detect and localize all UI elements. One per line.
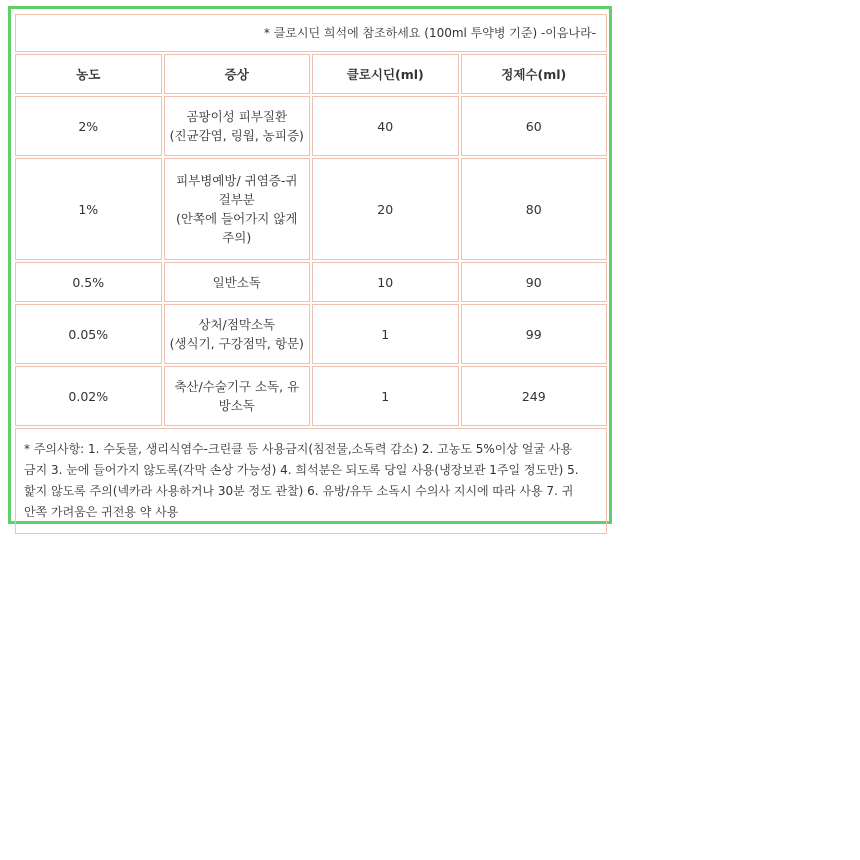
concentration-cell: 1% [15, 158, 162, 260]
purified-water-cell: 99 [461, 304, 608, 364]
table-row [15, 304, 607, 364]
purified-water-cell: 249 [461, 366, 608, 426]
symptom-line: 상처/점막소독 [198, 317, 276, 332]
symptom-line: 일반소독 [212, 274, 261, 290]
chlorhexidine-cell: 1 [312, 366, 459, 426]
header-concentration: 농도 [15, 54, 162, 94]
symptom-line: 축산/수술기구 소독, 유 [174, 379, 300, 394]
concentration-cell: 0.5% [15, 262, 162, 302]
header-row [15, 54, 607, 94]
table-row [15, 158, 607, 260]
purified-water-cell: 90 [461, 262, 608, 302]
symptom-cell [164, 158, 311, 260]
chlorhexidine-cell: 1 [312, 304, 459, 364]
symptom-line: (진균감염, 링웜, 농피증) [169, 128, 304, 143]
symptom-line: 곰팡이성 피부질환 [186, 109, 288, 124]
top-note-row [15, 14, 607, 52]
symptom-line: 방소독 [218, 398, 255, 413]
concentration-cell: 0.02% [15, 366, 162, 426]
dilution-table-frame [8, 6, 612, 524]
symptom-cell [164, 96, 311, 156]
warning-note: * 주의사항: 1. 수돗물, 생리식염수-크린클 등 사용금지(침전물,소독력 감소) 2. 고농도 5%이상 얼굴 사용 금지 3. 눈에 들어가지 않도록(각막 손상 가능성) 4. 희석분은 되도록 당일 사용(냉장보관 1주일 정도만) 5. 핥지 않도록 주의(넥카라 사용하거나 30분 정도 관찰) 6. 유방/유두 소독시 수의사 지시에 따라 사용 7. 귀 안쪽 가려움은 귀전용 약 사용 [15, 428, 607, 534]
dilution-table [13, 12, 609, 536]
top-note: * 클로시딘 희석에 참조하세요 (100ml 투약병 기준) -이음나라- [15, 14, 607, 52]
purified-water-cell: 80 [461, 158, 608, 260]
header-purified-water: 정제수(ml) [461, 54, 608, 94]
table-row [15, 366, 607, 426]
header-symptom: 증상 [164, 54, 311, 94]
symptom-line: 피부병예방/ 귀염증-귀 [176, 173, 298, 188]
symptom-line: 주의) [222, 230, 252, 245]
table-row [15, 262, 607, 302]
purified-water-cell: 60 [461, 96, 608, 156]
chlorhexidine-cell: 20 [312, 158, 459, 260]
chlorhexidine-cell: 10 [312, 262, 459, 302]
symptom-line: (생식기, 구강점막, 항문) [169, 336, 304, 351]
warning-row [15, 428, 607, 534]
symptom-line: 걸부분 [218, 192, 255, 207]
header-chlorhexidine: 클로시딘(ml) [312, 54, 459, 94]
symptom-line: (안쪽에 들어가지 않게 [176, 211, 298, 226]
table-row [15, 96, 607, 156]
chlorhexidine-cell: 40 [312, 96, 459, 156]
symptom-cell [164, 262, 311, 302]
concentration-cell: 0.05% [15, 304, 162, 364]
concentration-cell: 2% [15, 96, 162, 156]
symptom-cell [164, 304, 311, 364]
symptom-cell [164, 366, 311, 426]
